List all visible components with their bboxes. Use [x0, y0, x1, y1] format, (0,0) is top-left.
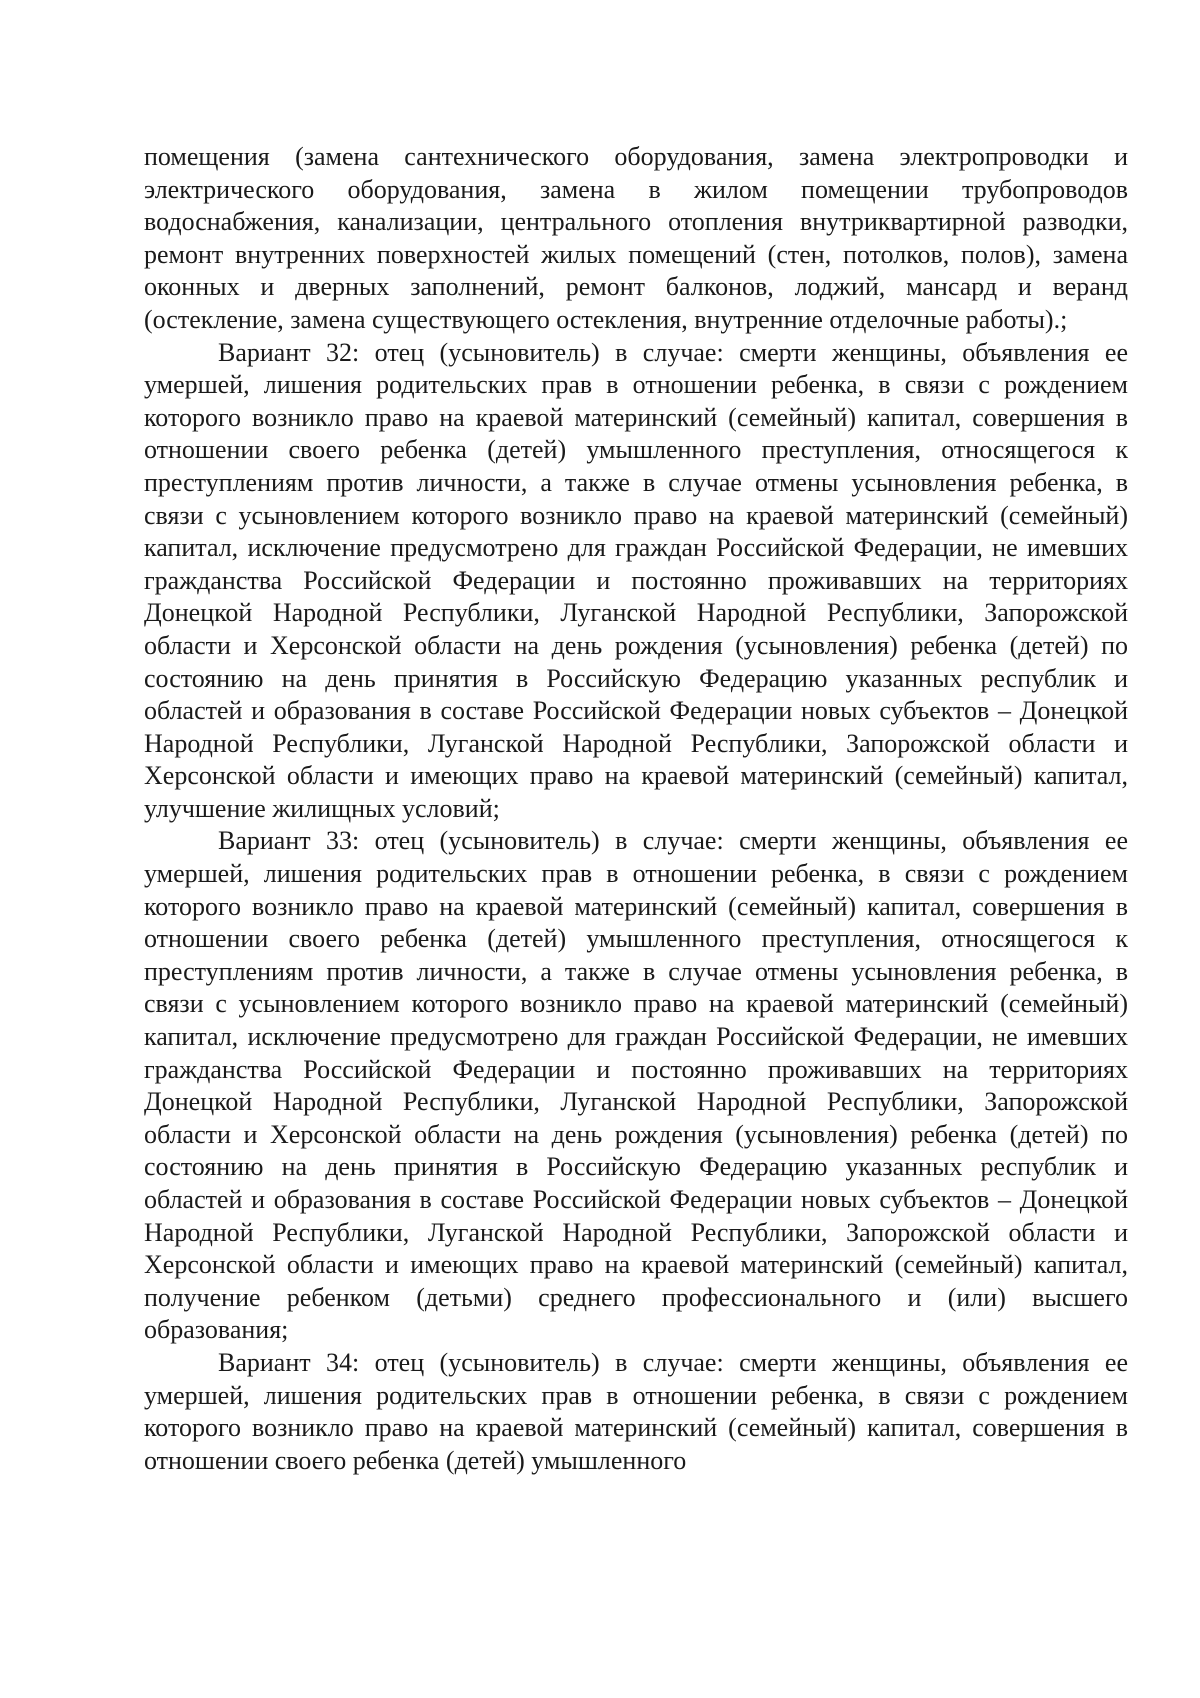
paragraph-variant-34: Вариант 34: отец (усыновитель) в случае: смерти женщины, объявления ее умершей, лишения родительских прав в отношении ребенка, в связи с рождением которого возникло право на краевой материнский (семейный) капитал, совершения в отношении своего ребенка (детей) умышленного	[144, 1347, 1128, 1475]
paragraph-continuation: помещения (замена сантехнического оборудования, замена электропроводки и электрического оборудования, замена в жилом помещении трубопроводов водоснабжения, канализации, центрального отопления внутриквартирной разводки, ремонт внутренних поверхностей жилых помещений (стен, потолков, полов), замена оконных и дверных заполнений, ремонт балконов, лоджий, мансард и веранд (остекление, замена существующего остекления, внутренние отделочные работы).;	[144, 142, 1128, 334]
paragraph-variant-32: Вариант 32: отец (усыновитель) в случае: смерти женщины, объявления ее умершей, лишения родительских прав в отношении ребенка, в связи с рождением которого возникло право на краевой материнский (семейный) капитал, совершения в отношении своего ребенка (детей) умышленного преступления, относящегося к преступлениям против личности, а также в случае отмены усыновления ребенка, в связи с усыновлением которого возникло право на краевой материнский (семейный) капитал, исключение предусмотрено для граждан Российской Федерации, не имевших гражданства Российской Федерации и постоянно проживавших на территориях Донецкой Народной Республики, Луганской Народной Республики, Запорожской области и Херсонской области на день рождения (усыновления) ребенка (детей) по состоянию на день принятия в Российскую Федерацию указанных республик и областей и образования в составе Российской Федерации новых субъектов – Донецкой Народной Республики, Луганской Народной Республики, Запорожской области и Херсонской области и имеющих право на краевой материнский (семейный) капитал, улучшение жилищных условий;	[144, 337, 1128, 823]
document-body	[144, 141, 1128, 1477]
paragraph-variant-33: Вариант 33: отец (усыновитель) в случае: смерти женщины, объявления ее умершей, лишения родительских прав в отношении ребенка, в связи с рождением которого возникло право на краевой материнский (семейный) капитал, совершения в отношении своего ребенка (детей) умышленного преступления, относящегося к преступлениям против личности, а также в случае отмены усыновления ребенка, в связи с усыновлением которого возникло право на краевой материнский (семейный) капитал, исключение предусмотрено для граждан Российской Федерации, не имевших гражданства Российской Федерации и постоянно проживавших на территориях Донецкой Народной Республики, Луганской Народной Республики, Запорожской области и Херсонской области на день рождения (усыновления) ребенка (детей) по состоянию на день принятия в Российскую Федерацию указанных республик и областей и образования в составе Российской Федерации новых субъектов – Донецкой Народной Республики, Луганской Народной Республики, Запорожской области и Херсонской области и имеющих право на краевой материнский (семейный) капитал, получение ребенком (детьми) среднего профессионального и (или) высшего образования;	[144, 826, 1128, 1345]
